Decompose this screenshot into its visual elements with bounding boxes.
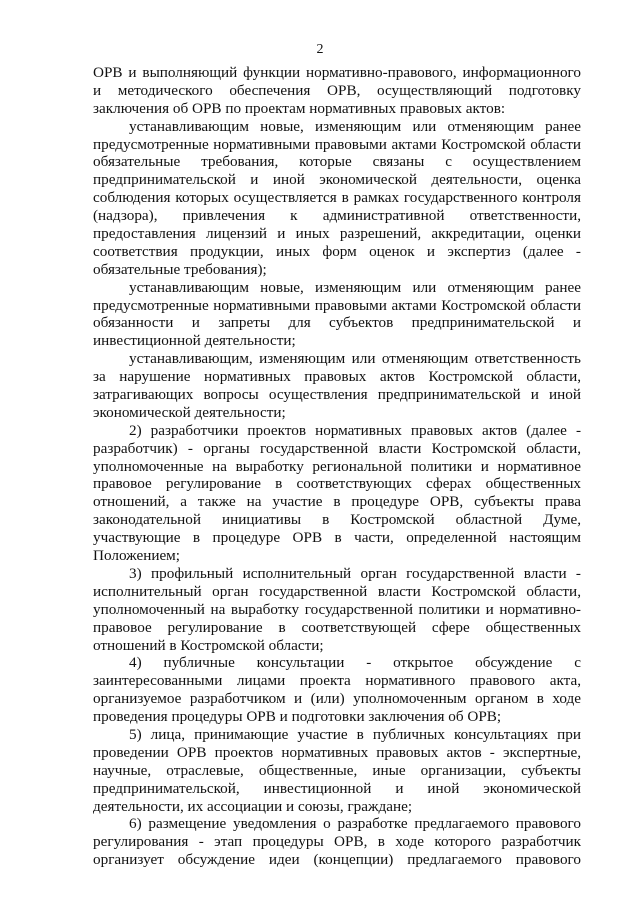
text-line: 5) лица, принимающие участие в публичных консультациях при <box>129 725 581 743</box>
text-line: заключения об ОРВ по проектам нормативных правовых актов: <box>93 99 506 117</box>
text-line: экономической деятельности; <box>93 403 286 421</box>
text-line: устанавливающим новые, изменяющим или отменяющим ранее <box>129 278 581 296</box>
text-line: отношений в Костромской области; <box>93 636 324 654</box>
text-line: исполнительный орган государственной власти Костромской области, <box>93 582 581 600</box>
text-line: предусмотренные нормативными правовыми актами Костромской области <box>93 135 581 153</box>
text-line: обязательные требования, которые связаны с осуществлением <box>93 153 581 171</box>
text-line: и методического обеспечения ОРВ, осуществляющий подготовку <box>93 81 581 99</box>
text-line: предпринимательской, инвестиционной и иной экономической <box>93 779 581 797</box>
text-line: Положением; <box>93 547 181 565</box>
text-line: устанавливающим новые, изменяющим или отменяющим ранее <box>129 117 581 135</box>
text-line: организует обсуждение идеи (концепции) предлагаемого правового <box>93 851 581 869</box>
text-line: (надзора), привлечения к административной ответственности, <box>93 207 581 225</box>
text-line: 2) разработчики проектов нормативных правовых актов (далее - <box>129 421 581 439</box>
text-line: соблюдения которых осуществляется в рамках государственного контроля <box>93 189 581 207</box>
text-line: за нарушение нормативных правовых актов Костромской области, <box>93 368 581 386</box>
text-line: проведении ОРВ проектов нормативных правовых актов - экспертные, <box>93 743 581 761</box>
text-line: правовое регулирование в соответствующей сфере общественных <box>93 618 581 636</box>
text-line: участвующие в процедуре ОРВ в части, определенной настоящим <box>93 529 581 547</box>
text-line: уполномоченные на выработку региональной политики и нормативное <box>93 457 581 475</box>
text-line: затрагивающих вопросы осуществления предпринимательской и иной <box>93 386 581 404</box>
text-line: устанавливающим, изменяющим или отменяющим ответственность <box>129 350 581 368</box>
text-line: регулирования - этап процедуры ОРВ, в ходе которого разработчик <box>93 833 581 851</box>
text-line: предоставления лицензий и иных разрешений, аккредитации, оценки <box>93 225 581 243</box>
text-line: 4) публичные консультации - открытое обсуждение с <box>129 654 581 672</box>
text-line: обязанности и запреты для субъектов предпринимательской и <box>93 314 581 332</box>
text-line: уполномоченный на выработку государственной политики и нормативно- <box>93 600 581 618</box>
text-line: ОРВ и выполняющий функции нормативно-правового, информационного <box>93 64 581 81</box>
text-line: организуемое разработчиком и (или) уполномоченным органом в ходе <box>93 690 581 708</box>
text-line: 3) профильный исполнительный орган государственной власти - <box>129 564 581 582</box>
text-line: проведения процедуры ОРВ и подготовки заключения об ОРВ; <box>93 708 502 726</box>
text-line: отношений, а также на участие в процедуре ОРВ, субъекты права <box>93 493 581 511</box>
page-number: 2 <box>316 42 324 57</box>
text-line: предпринимательской и иной экономической деятельности, оценка <box>93 171 581 189</box>
text-line: заинтересованными лицами проекта нормативного правового акта, <box>93 672 581 690</box>
text-line: предусмотренные нормативными правовыми актами Костромской области <box>93 296 581 314</box>
text-line: 6) размещение уведомления о разработке предлагаемого правового <box>129 815 581 833</box>
text-line: научные, отраслевые, общественные, иные организации, субъекты <box>93 761 581 779</box>
text-line: обязательные требования); <box>93 260 267 278</box>
text-line: деятельности, их ассоциации и союзы, граждане; <box>93 797 413 815</box>
text-line: законодательной инициативы в Костромской областной Думе, <box>93 511 581 529</box>
text-line: инвестиционной деятельности; <box>93 332 296 350</box>
text-line: правовое регулирование в соответствующих сферах общественных <box>93 475 581 493</box>
document-body <box>93 64 581 869</box>
text-line: разработчик) - органы государственной власти Костромской области, <box>93 439 581 457</box>
text-line: соответствия продукции, иных форм оценок и экспертиз (далее - <box>93 242 581 260</box>
